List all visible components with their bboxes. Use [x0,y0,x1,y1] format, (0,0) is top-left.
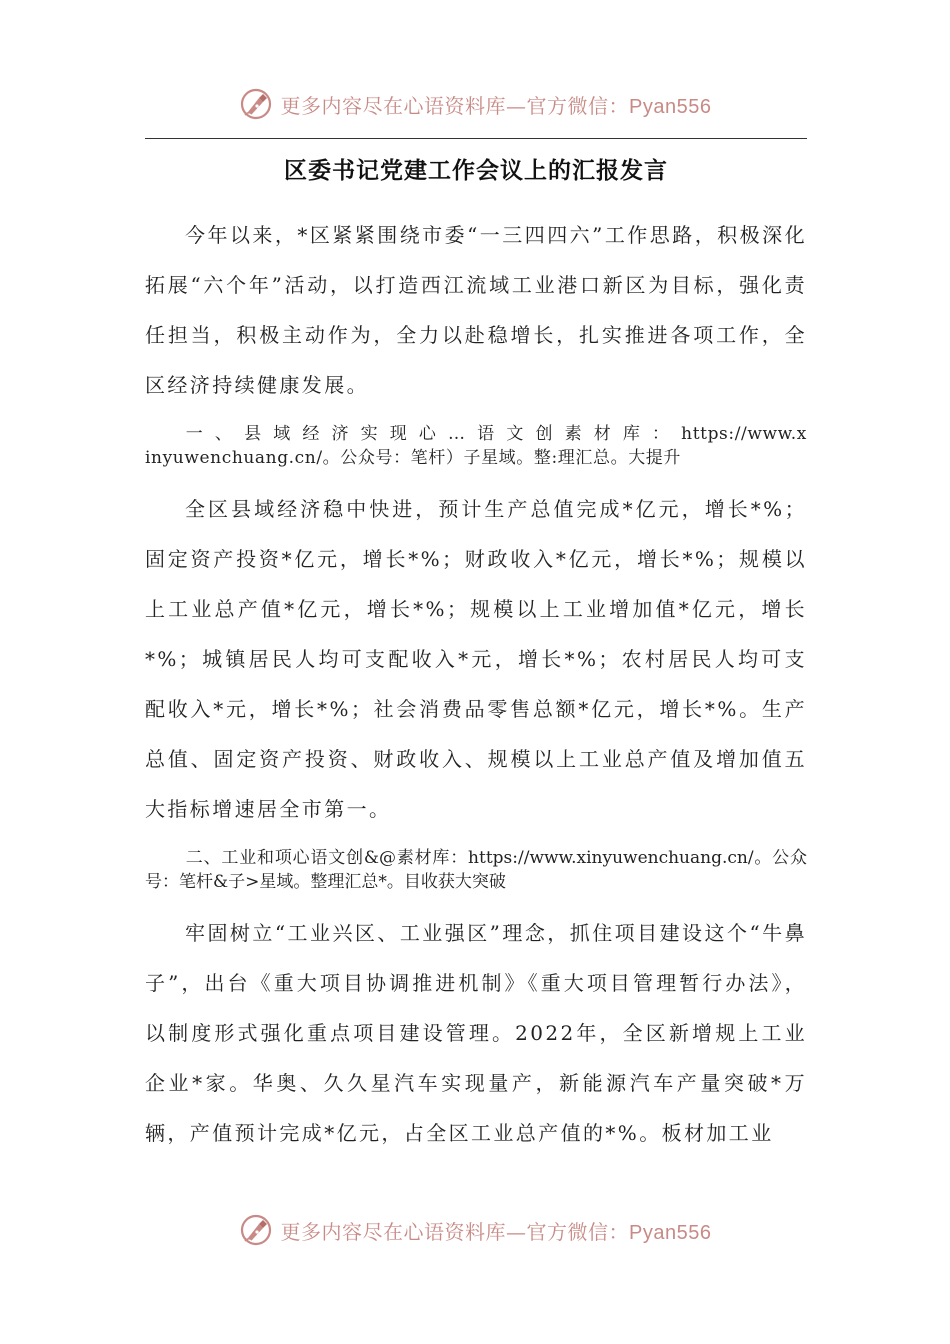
watermark-handle: Pyan556 [629,1221,712,1244]
section-heading-1 [145,422,807,470]
watermark-text: 更多内容尽在心语资料库—官方微信：Pyan556 [280,1219,712,1244]
document-title: 区委书记党建工作会议上的汇报发言 [284,158,668,184]
watermark-header [0,84,950,124]
watermark-footer [0,1210,950,1250]
pen-nib-logo-icon [239,1213,273,1247]
intro-paragraph: 今年以来，*区紧紧围绕市委“一三四四六”工作思路，积极深化拓展“六个年”活动，以打造西江流域工业港口新区为目标，强化责任担当，积极主动作为，全力以赴稳增长，扎实推进各项工作，全区经济持续健康发展。 [145,223,807,397]
document-body [145,210,807,1158]
pen-nib-logo-icon [239,87,273,121]
section-heading-1-tail: https://www.xinyuwenchuang.cn/。公众号：笔杆）子星域。整:理汇总。大提升 [145,424,807,468]
header-rule [145,138,807,139]
section-1-paragraph: 全区县域经济稳中快进，预计生产总值完成*亿元，增长*%；固定资产投资*亿元，增长*%；财政收入*亿元，增长*%；规模以上工业总产值*亿元，增长*%；规模以上工业增加值*亿元，增长*%；城镇居民人均可支配收入*元，增长*%；农村居民人均可支配收入*元，增长*%；社会消费品零售总额*亿元，增长*%。生产总值、固定资产投资、财政收入、规模以上工业总产值及增加值五大指标增速居全市第一。 [145,497,807,821]
section-heading-1-lead: 一、县域经济实现心…语文创素材库： [185,424,682,444]
section-2-paragraph: 牢固树立“工业兴区、工业强区”理念，抓住项目建设这个“牛鼻子”，出台《重大项目协调推进机制》《重大项目管理暂行办法》，以制度形式强化重点项目建设管理。2022年，全区新增规上工业企业*家。华奥、久久星汽车实现量产，新能源汽车产量突破*万辆，产值预计完成*亿元，占全区工业总产值的*%。板材加工业 [145,921,807,1145]
watermark-handle: Pyan556 [629,95,712,118]
section-heading-2: 二、工业和项心语文创&@素材库：https://www.xinyuwenchuang.cn/。公众号：笔杆&子>星域。整理汇总*。目收获大突破 [145,848,807,892]
watermark-text: 更多内容尽在心语资料库—官方微信：Pyan556 [280,93,712,118]
